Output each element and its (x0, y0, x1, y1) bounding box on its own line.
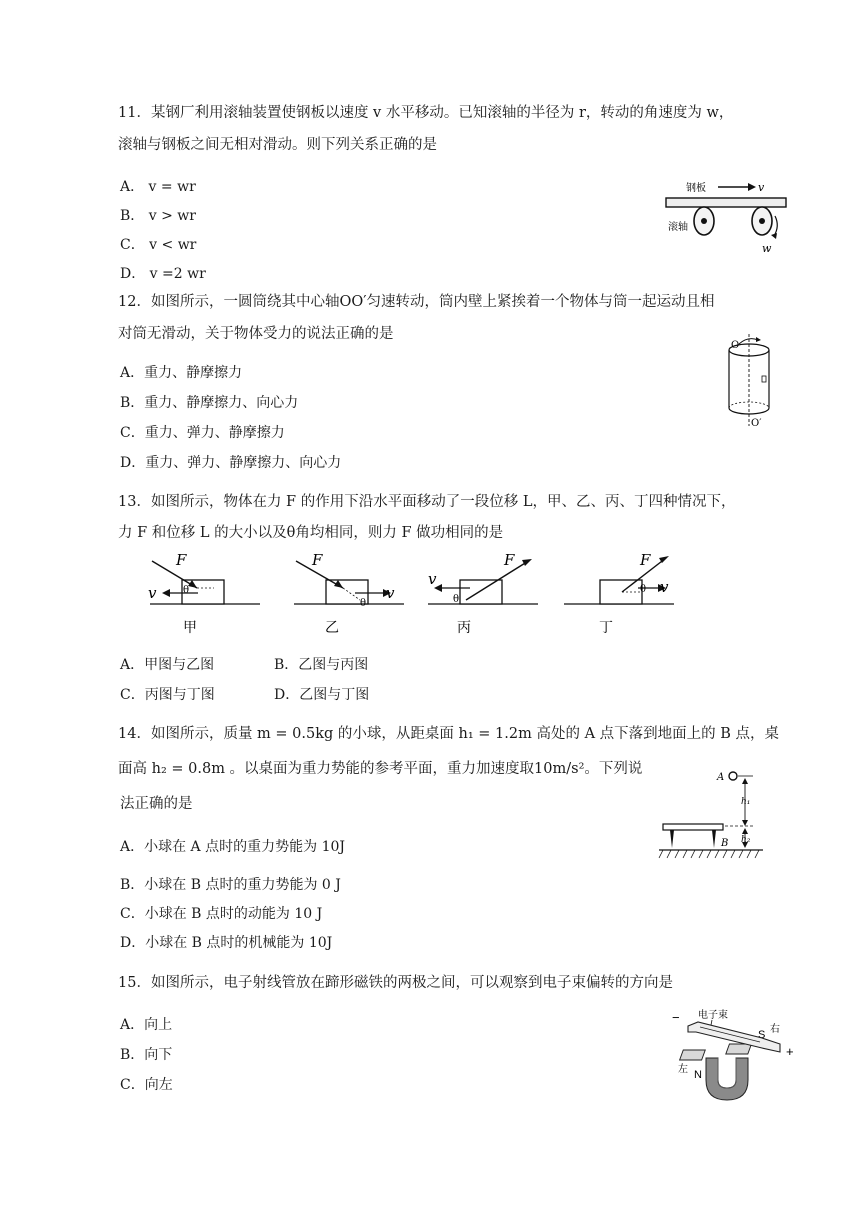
omega-label: w (762, 242, 772, 255)
q11-option-c: C． v < wr (120, 237, 197, 253)
yi-angle: θ (360, 598, 367, 609)
q15-magnet-figure (670, 1004, 810, 1104)
q14-option-b: B．小球在 B 点时的重力势能为 0 J (120, 877, 341, 893)
q14-stem-line1: 14．如图所示，质量 m = 0.5kg 的小球，从距桌面 h₁ = 1.2m 高处的 A 点下落到地面上的 B 点，桌 (118, 726, 780, 742)
q12-stem-line1: 12．如图所示，一圆筒绕其中心轴OO′匀速转动，筒内壁上紧挨着一个物体与筒一起运动且相 (118, 294, 715, 310)
north-pole: N (694, 1069, 702, 1081)
axis-bottom-label: O′ (751, 418, 762, 429)
panel-yi (294, 551, 404, 636)
q14-option-d: D．小球在 B 点时的机械能为 10J (120, 935, 333, 951)
q12-stem-line2: 对筒无滑动，关于物体受力的说法正确的是 (118, 326, 394, 342)
beam-label: 电子束 (698, 1010, 728, 1021)
plus-sign: + (786, 1044, 794, 1059)
q11-roller-figure (662, 178, 792, 258)
bing-velocity: v (428, 570, 437, 588)
q13-force-figures (140, 548, 700, 648)
bing-force: F (504, 551, 515, 569)
roller-label: 滚轴 (668, 222, 688, 233)
q13-option-d: D．乙图与丁图 (274, 687, 370, 703)
bing-angle: θ (453, 594, 460, 605)
jia-velocity: v (148, 584, 157, 602)
q11-option-d: D． v =2 wr (120, 266, 206, 282)
q15-option-b: B．向下 (120, 1047, 173, 1063)
q14-stem-line3: 法正确的是 (120, 796, 193, 812)
q14-option-a: A．小球在 A 点时的重力势能为 10J (120, 839, 345, 855)
q14-option-c: C．小球在 B 点时的动能为 10 J (120, 906, 323, 922)
south-pole: S (758, 1029, 766, 1041)
h2-label: h₂ (741, 835, 751, 845)
jia-force: F (176, 551, 187, 569)
q11-stem-line1: 11．某钢厂利用滚轴装置使钢板以速度 v 水平移动。已知滚轴的半径为 r，转动的角速度为 w， (118, 105, 734, 121)
axis-top-label: O (731, 340, 740, 351)
q11-option-b: B． v > wr (120, 208, 196, 224)
q12-option-c: C．重力、弹力、静摩擦力 (120, 425, 285, 441)
ding-velocity: v (660, 578, 669, 596)
point-b-label: B (721, 838, 729, 849)
q13-stem-line1: 13．如图所示，物体在力 F 的作用下沿水平面移动了一段位移 L，甲、乙、丙、丁四种情况下， (118, 494, 736, 510)
panel-ding (564, 551, 674, 636)
yi-force: F (312, 551, 323, 569)
q14-stem-line2: 面高 h₂ = 0.8m 。以桌面为重力势能的参考平面，重力加速度取10m/s²。下列说 (118, 761, 643, 777)
point-a-label: A (717, 772, 725, 783)
q15-option-c: C．向左 (120, 1077, 173, 1093)
q13-option-a: A．甲图与乙图 (120, 657, 215, 673)
q12-option-a: A．重力、静摩擦力 (120, 365, 243, 381)
caption-yi: 乙 (325, 620, 339, 636)
ding-angle: θ (640, 584, 647, 595)
q12-cylinder-figure (718, 330, 778, 430)
q13-option-b: B．乙图与丙图 (274, 657, 369, 673)
right-label: 右 (770, 1024, 780, 1035)
caption-bing: 丙 (457, 620, 471, 636)
q12-option-d: D．重力、弹力、静摩擦力、向心力 (120, 455, 342, 471)
q12-option-b: B．重力、静摩擦力、向心力 (120, 395, 299, 411)
yi-velocity: v (386, 584, 395, 602)
q11-option-a: A． v = wr (120, 179, 196, 195)
velocity-label: v (758, 181, 765, 194)
left-label: 左 (678, 1064, 688, 1075)
panel-bing (428, 551, 538, 636)
q15-stem-line1: 15．如图所示，电子射线管放在蹄形磁铁的两极之间，可以观察到电子束偏转的方向是 (118, 975, 673, 991)
caption-jia: 甲 (183, 620, 197, 636)
minus-sign: − (672, 1010, 680, 1025)
q13-stem-line2: 力 F 和位移 L 的大小以及θ角均相同，则力 F 做功相同的是 (118, 525, 504, 541)
jia-angle: θ (183, 585, 190, 596)
q11-stem-line2: 滚轴与钢板之间无相对滑动。则下列关系正确的是 (118, 137, 437, 153)
q14-table-figure (655, 764, 767, 864)
caption-ding: 丁 (599, 620, 613, 636)
panel-jia (148, 551, 260, 636)
h1-label: h₁ (741, 797, 751, 807)
q15-option-a: A．向上 (120, 1017, 173, 1033)
plate-label: 钢板 (686, 183, 706, 194)
ding-force: F (640, 551, 651, 569)
q13-option-c: C．丙图与丁图 (120, 687, 215, 703)
